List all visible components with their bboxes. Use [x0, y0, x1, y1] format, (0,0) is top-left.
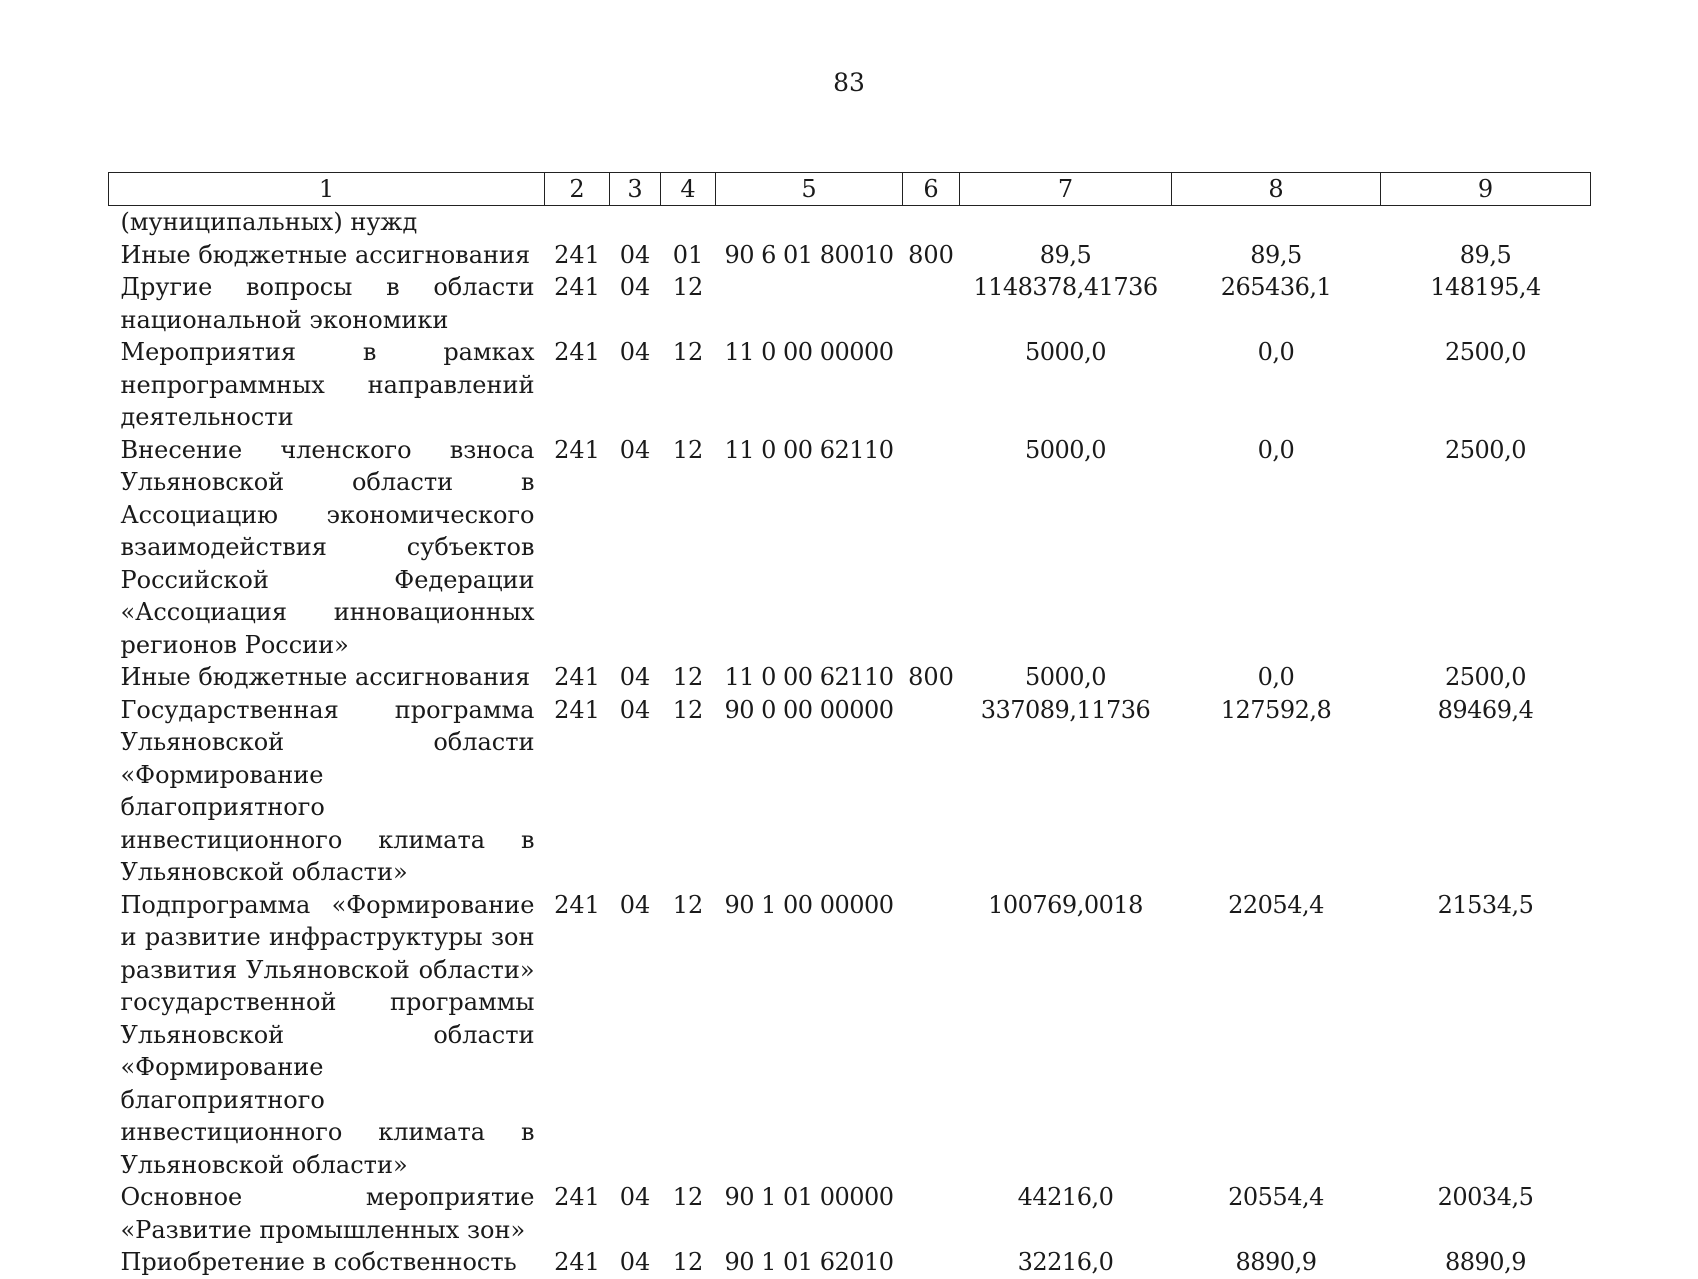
target-article-code: [716, 206, 903, 239]
admin-code: 241: [554, 338, 600, 366]
expense-type-code: 800: [908, 663, 954, 691]
amount-col-7: 5000,0: [1025, 338, 1106, 366]
admin-code: 241: [554, 240, 600, 269]
section-code: 04: [619, 1248, 651, 1276]
amount-col-9: 148195,4: [1430, 273, 1541, 301]
amount-col-9: 89,5: [1459, 240, 1512, 269]
amount-col-7: 1148378,41736: [973, 273, 1158, 301]
col-header: 9: [1381, 173, 1591, 206]
item-name: Государственная программа Ульяновской области «Формирование благоприятного инвестиционного климата в Ульяновской области»: [120, 695, 535, 886]
target-article-code: 90 1 01 00000: [724, 1183, 894, 1211]
admin-code: 241: [554, 663, 600, 691]
page-number: 83: [833, 68, 865, 97]
col-header: 2: [545, 173, 610, 206]
section-code: 04: [619, 1183, 651, 1211]
amount-col-9: [1381, 206, 1591, 239]
expense-type-code: [903, 694, 960, 889]
item-name: Приобретение в собственность: [120, 1248, 517, 1276]
admin-code: [545, 206, 610, 239]
admin-code: 241: [554, 695, 600, 724]
amount-col-8: 265436,1: [1220, 273, 1332, 301]
amount-col-7: 337089,11736: [980, 695, 1151, 724]
section-code: 04: [619, 663, 651, 691]
amount-col-7: 89,5: [1039, 240, 1092, 269]
table-row: [109, 239, 1591, 272]
expense-type-code: [903, 1246, 960, 1279]
table-row: [109, 1181, 1591, 1246]
amount-col-7: 100769,0018: [988, 890, 1143, 919]
target-article-code: 11 0 00 00000: [724, 338, 894, 366]
amount-col-9: 8890,9: [1445, 1248, 1526, 1276]
header-row: [109, 173, 1591, 206]
target-article-code: [716, 271, 903, 336]
amount-col-7: [960, 206, 1172, 239]
amount-col-9: 2500,0: [1445, 435, 1526, 464]
table-row: [109, 661, 1591, 694]
table-row: [109, 206, 1591, 239]
budget-table: [108, 172, 1591, 1279]
subsection-code: 01: [672, 240, 704, 269]
target-article-code: 11 0 00 62110: [724, 663, 894, 691]
item-name: Иные бюджетные ассигнования: [120, 663, 531, 691]
table-row: [109, 271, 1591, 336]
item-name: Подпрограмма «Формирование и развитие инфраструктуры зон развития Ульяновской области» государственной программы Ульяновской области «Формирование благоприятного инвестиционного климата в Ульяновской области»: [120, 890, 535, 1179]
amount-col-8: 22054,4: [1228, 890, 1324, 919]
item-name: Другие вопросы в области национальной экономики: [120, 273, 535, 334]
table-row: [109, 889, 1591, 1182]
item-name: Иные бюджетные ассигнования: [120, 240, 531, 269]
subsection-code: 12: [672, 890, 704, 919]
amount-col-7: 5000,0: [1025, 435, 1106, 464]
amount-col-9: 20034,5: [1437, 1183, 1534, 1211]
target-article-code: 90 1 01 62010: [724, 1248, 894, 1276]
col-header: 4: [661, 173, 716, 206]
col-header: 7: [960, 173, 1172, 206]
section-code: 04: [619, 435, 651, 464]
amount-col-8: 8890,9: [1235, 1248, 1317, 1276]
expense-type-code: [903, 336, 960, 434]
amount-col-9: 2500,0: [1445, 663, 1526, 691]
table-row: [109, 336, 1591, 434]
expense-type-code: [903, 1181, 960, 1246]
target-article-code: 11 0 00 62110: [724, 435, 894, 464]
amount-col-9: 89469,4: [1437, 695, 1534, 724]
item-name: Внесение членского взноса Ульяновской области в Ассоциацию экономического взаимодействия субъектов Российской Федерации «Ассоциация инновационных регионов России»: [120, 435, 535, 659]
col-header: 1: [109, 173, 545, 206]
amount-col-7: 44216,0: [1017, 1183, 1114, 1211]
subsection-code: [661, 206, 716, 239]
expense-type-code: 800: [908, 240, 954, 269]
subsection-code: 12: [672, 435, 704, 464]
section-code: 04: [619, 695, 651, 724]
amount-col-8: 89,5: [1250, 240, 1302, 269]
expense-type-code: [903, 271, 960, 336]
subsection-code: 12: [672, 338, 704, 366]
subsection-code: 12: [672, 1248, 704, 1276]
admin-code: 241: [554, 435, 600, 464]
table-body: [109, 206, 1591, 1279]
subsection-code: 12: [672, 663, 704, 691]
table-row: [109, 434, 1591, 662]
expense-type-code: [903, 889, 960, 1182]
amount-col-8: 127592,8: [1220, 695, 1332, 724]
admin-code: 241: [554, 1248, 600, 1276]
item-name: (муниципальных) нужд: [120, 208, 418, 236]
item-name: Мероприятия в рамках непрограммных направлений деятельности: [120, 338, 535, 431]
item-name: Основное мероприятие «Развитие промышленных зон»: [120, 1183, 535, 1244]
amount-col-8: 0,0: [1257, 663, 1295, 691]
subsection-code: 12: [672, 695, 704, 724]
table-row: [109, 1246, 1591, 1279]
section-code: 04: [619, 240, 651, 269]
admin-code: 241: [554, 273, 600, 301]
amount-col-8: 0,0: [1257, 435, 1295, 464]
section-code: 04: [619, 273, 651, 301]
amount-col-9: 2500,0: [1445, 338, 1526, 366]
col-header: 6: [903, 173, 960, 206]
amount-col-9: 21534,5: [1437, 890, 1534, 919]
target-article-code: 90 1 00 00000: [724, 890, 894, 919]
amount-col-8: 0,0: [1257, 338, 1295, 366]
amount-col-8: [1172, 206, 1381, 239]
target-article-code: 90 6 01 80010: [724, 240, 894, 269]
target-article-code: 90 0 00 00000: [724, 695, 894, 724]
col-header: 3: [610, 173, 661, 206]
subsection-code: 12: [672, 1183, 704, 1211]
col-header: 5: [716, 173, 903, 206]
section-code: [610, 206, 661, 239]
subsection-code: 12: [672, 273, 704, 301]
amount-col-7: 5000,0: [1025, 663, 1106, 691]
admin-code: 241: [554, 890, 600, 919]
expense-type-code: [903, 434, 960, 662]
amount-col-8: 20554,4: [1228, 1183, 1324, 1211]
col-header: 8: [1172, 173, 1381, 206]
section-code: 04: [619, 338, 651, 366]
amount-col-7: 32216,0: [1017, 1248, 1114, 1276]
admin-code: 241: [554, 1183, 600, 1211]
table-row: [109, 694, 1591, 889]
expense-type-code: [903, 206, 960, 239]
section-code: 04: [619, 890, 651, 919]
